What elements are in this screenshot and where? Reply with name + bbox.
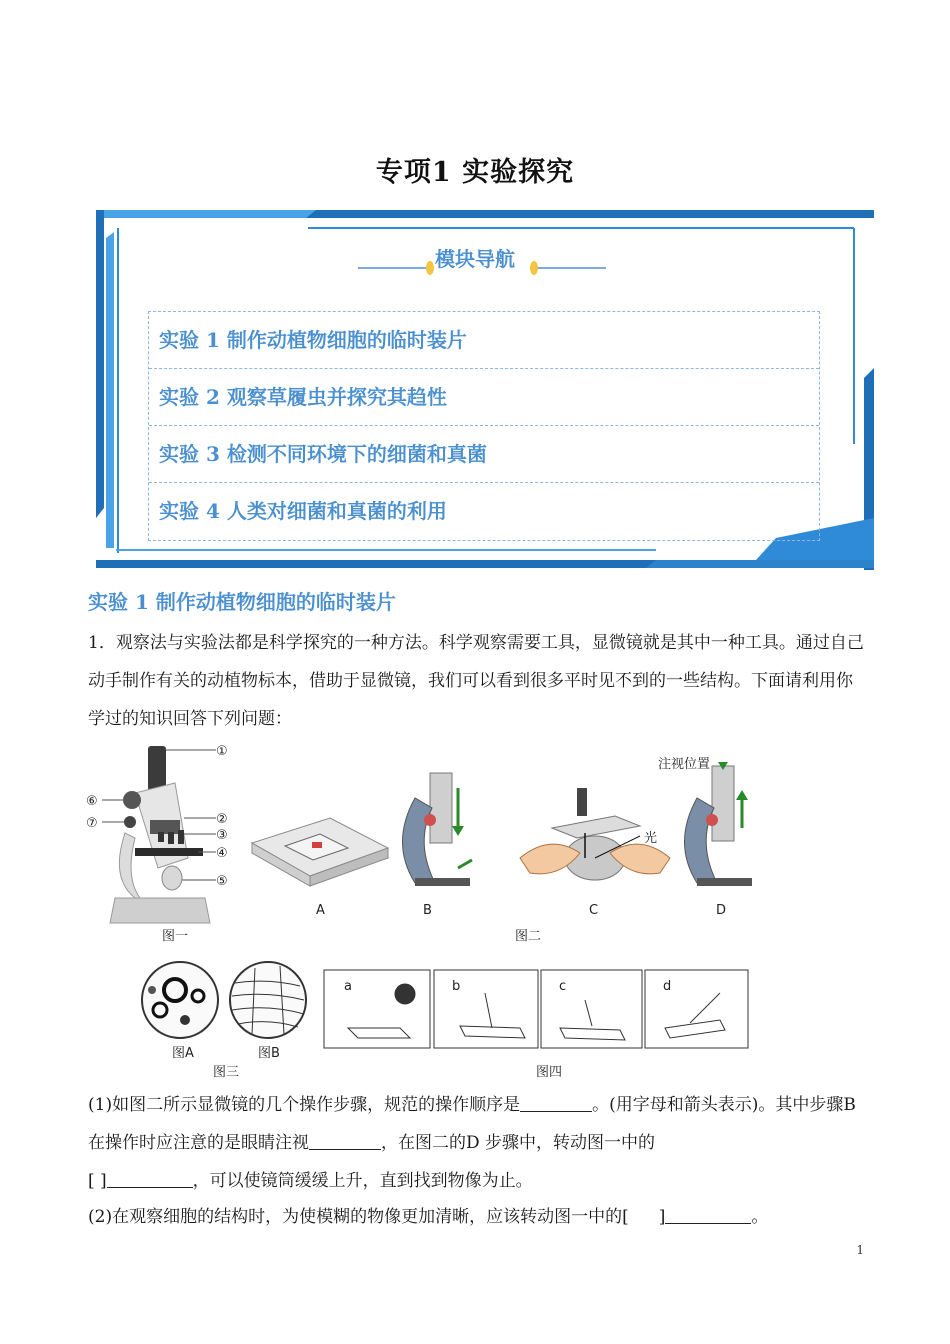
question-1-part-1 bbox=[88, 1086, 868, 1200]
callout-5: ⑤ bbox=[216, 874, 228, 889]
nav-item-experiment-2[interactable]: 实验 2 观察草履虫并探究其趋性 bbox=[149, 369, 819, 426]
q1-bracket: [ ] bbox=[88, 1171, 107, 1191]
nav-item-experiment-4[interactable]: 实验 4 人类对细菌和真菌的利用 bbox=[159, 499, 447, 523]
callout-7: ⑦ bbox=[86, 816, 98, 831]
figure-3-label: 图三 bbox=[213, 1065, 240, 1080]
figure-4-label: 图四 bbox=[536, 1065, 563, 1080]
q1-text-c: ，在图二的D 步骤中，转动图一中的 bbox=[381, 1133, 656, 1153]
answer-blank-2[interactable] bbox=[309, 1131, 381, 1150]
figure-2-steps bbox=[252, 757, 752, 944]
answer-blank-3[interactable] bbox=[107, 1169, 193, 1188]
figure-4-steps bbox=[324, 970, 748, 1048]
figure-1-label: 图一 bbox=[162, 929, 189, 944]
q1-text-b: 。(用字母和箭头表示)。其中步骤B 在操作时应注意的是眼睛注视 bbox=[88, 1095, 856, 1153]
figure-2-label: 图二 bbox=[515, 929, 542, 944]
section-heading-experiment-1: 实验 1 制作动植物细胞的临时装片 bbox=[88, 590, 396, 614]
answer-blank-4[interactable] bbox=[665, 1205, 751, 1224]
step-b-label: b bbox=[452, 979, 461, 994]
q1-text-a: (1)如图二所示显微镜的几个操作步骤，规范的操作顺序是 bbox=[88, 1095, 521, 1115]
step-A-label: A bbox=[316, 903, 325, 918]
callout-3: ③ bbox=[216, 828, 228, 843]
figure-3a-label: 图A bbox=[172, 1046, 194, 1061]
figure-3-cells bbox=[142, 962, 306, 1080]
module-nav bbox=[148, 311, 820, 541]
q2-text-c: 。 bbox=[751, 1207, 769, 1227]
step-a-label: a bbox=[344, 979, 352, 994]
q2-text-b: ] bbox=[658, 1207, 666, 1227]
figure-3b-label: 图B bbox=[258, 1046, 280, 1061]
question-1-intro: 1．观察法与实验法都是科学探究的一种方法。科学观察需要工具，显微镜就是其中一种工具。通过自己动手制作有关的动植物标本，借助于显微镜，我们可以看到很多平时见不到的一些结构。下面请利用你学过的知识回答下列问题： bbox=[88, 633, 864, 729]
watch-position-label: 注视位置 bbox=[658, 757, 711, 772]
question-1-part-2 bbox=[88, 1198, 868, 1236]
q1-text-d: ，可以使镜筒缓缓上升，直到找到物像为止。 bbox=[192, 1171, 533, 1191]
light-label: 光 bbox=[644, 831, 658, 846]
nav-title: 模块导航 bbox=[435, 247, 515, 271]
callout-6: ⑥ bbox=[86, 794, 98, 809]
nav-item-experiment-1[interactable]: 实验 1 制作动植物细胞的临时装片 bbox=[149, 312, 819, 369]
callout-2: ② bbox=[216, 812, 228, 827]
answer-blank-1[interactable] bbox=[520, 1093, 592, 1112]
step-C-label: C bbox=[589, 903, 599, 918]
q2-text-a: (2)在观察细胞的结构时，为使模糊的物像更加清晰，应该转动图一中的[ bbox=[88, 1207, 629, 1227]
callout-4: ④ bbox=[216, 846, 228, 861]
microscope-figures bbox=[80, 738, 880, 1088]
page-number: 1 bbox=[856, 1243, 864, 1257]
step-c-label: c bbox=[559, 979, 567, 994]
callout-1: ① bbox=[216, 744, 228, 759]
page-title: 专项1 实验探究 bbox=[375, 157, 575, 188]
figure-1-microscope bbox=[86, 744, 228, 944]
step-D-label: D bbox=[716, 903, 727, 918]
step-d-label: d bbox=[663, 979, 672, 994]
step-B-label: B bbox=[423, 903, 432, 918]
nav-item-experiment-3[interactable]: 实验 3 检测不同环境下的细菌和真菌 bbox=[149, 426, 819, 483]
